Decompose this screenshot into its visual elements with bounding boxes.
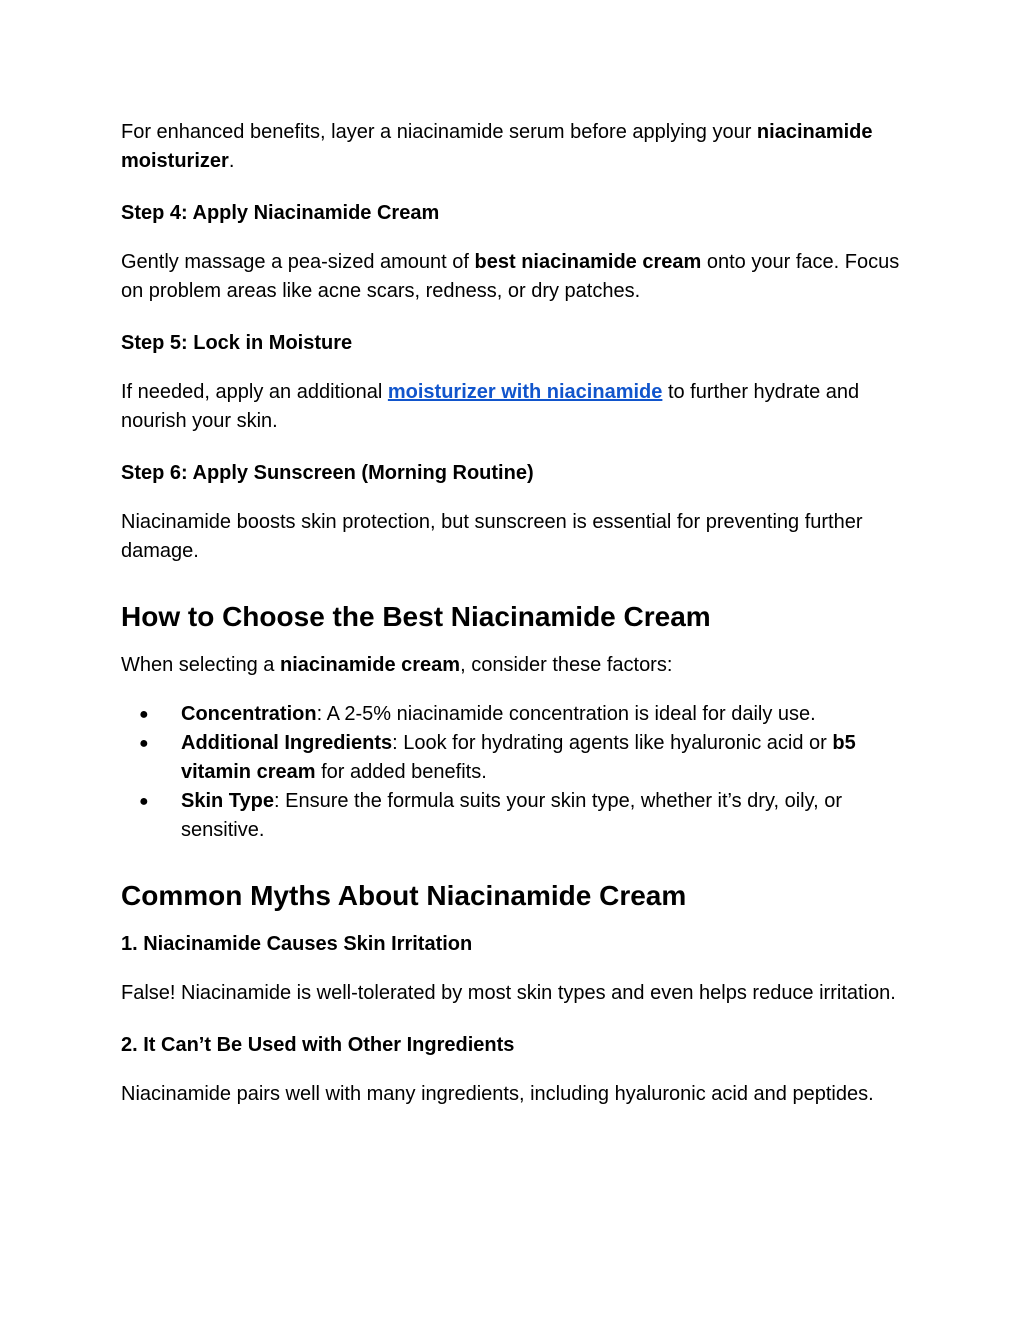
myth2-paragraph: Niacinamide pairs well with many ingredients, including hyaluronic acid and peptides.: [121, 1083, 874, 1105]
myth2-heading: 2. It Can’t Be Used with Other Ingredients: [121, 1034, 515, 1056]
choose-intro-bold: niacinamide cream: [279, 654, 461, 676]
factors-list: [121, 700, 911, 845]
choose-intro: When selecting a niacinamide cream, consider these factors:: [121, 654, 673, 676]
step4-paragraph: Gently massage a pea-sized amount of best niacinamide cream onto your face. Focus on problem areas like acne scars, redness, or dry patches.: [121, 251, 900, 302]
choose-heading: How to Choose the Best Niacinamide Cream: [121, 601, 711, 632]
moisturizer-link[interactable]: moisturizer with niacinamide: [387, 381, 663, 403]
myths-heading: Common Myths About Niacinamide Cream: [121, 880, 687, 911]
intro-paragraph: For enhanced benefits, layer a niacinamide serum before applying your niacinamide moisturizer.: [121, 121, 873, 172]
bullet-icon: ●: [139, 793, 149, 810]
step4-heading: Step 4: Apply Niacinamide Cream: [121, 202, 440, 224]
step6-heading: Step 6: Apply Sunscreen (Morning Routine): [121, 462, 534, 484]
bullet-icon: ●: [139, 706, 149, 723]
list-item: ● Skin Type: Ensure the formula suits your skin type, whether it’s dry, oily, or sensitive.: [121, 787, 911, 845]
step5-paragraph: If needed, apply an additional moisturizer with niacinamide to further hydrate and nourish your skin.: [121, 381, 860, 432]
step6-paragraph: Niacinamide boosts skin protection, but sunscreen is essential for preventing further damage.: [121, 511, 863, 562]
myth1-paragraph: False! Niacinamide is well-tolerated by most skin types and even helps reduce irritation.: [121, 982, 896, 1004]
step5-heading: Step 5: Lock in Moisture: [121, 332, 353, 354]
intro-bold: niacinamide moisturizer: [121, 121, 873, 172]
myth1-heading: 1. Niacinamide Causes Skin Irritation: [121, 933, 473, 955]
step4-bold: best niacinamide cream: [474, 251, 702, 273]
document-body: [121, 118, 911, 1109]
list-item: ● Additional Ingredients: Look for hydrating agents like hyaluronic acid or b5 vitamin cream for added benefits.: [121, 729, 911, 787]
bullet-icon: ●: [139, 735, 149, 752]
list-item: ● Concentration: A 2-5% niacinamide concentration is ideal for daily use.: [121, 700, 911, 729]
